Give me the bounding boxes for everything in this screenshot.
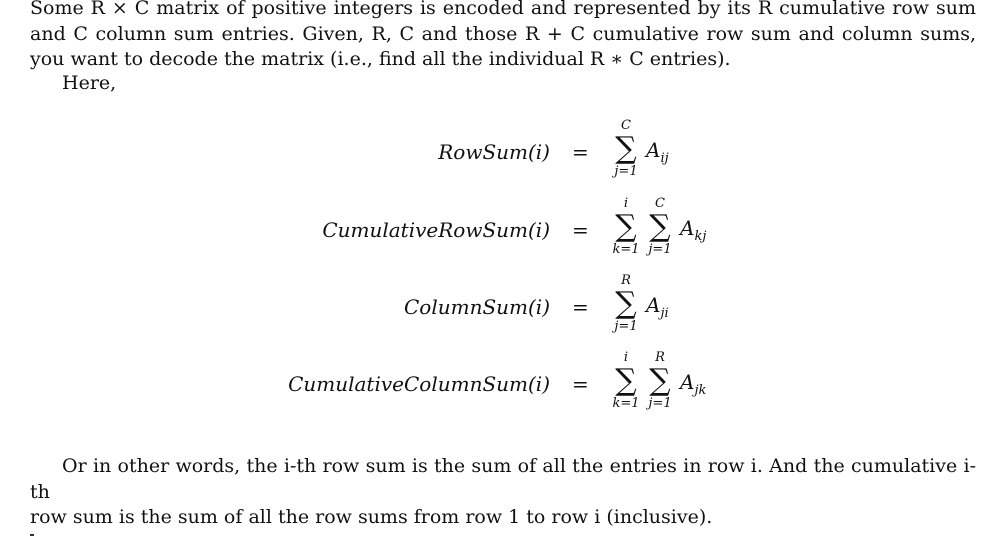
summation-upper-limit: i — [623, 350, 629, 365]
summation-lower-limit: j=1 — [648, 396, 672, 411]
summation-lower-limit: k=1 — [612, 242, 640, 257]
closing-line-2: row sum is the sum of all the row sums from row 1 to row i (inclusive). — [30, 506, 713, 528]
equals-sign: = — [572, 218, 589, 242]
sigma-symbol: ∑ — [615, 286, 637, 321]
here-label: Here, — [62, 72, 117, 94]
intro-paragraph: Some R × C matrix of positive integers is encoded and represented by its R cumulative row sum and C column sum entries. Given, R, C and those R + C cumulative row sum and column sums, you want to decode the matrix (i.e., find all the individual R ∗ C entries). — [30, 0, 976, 70]
sigma-symbol: ∑ — [615, 363, 637, 398]
equation-row-sum — [0, 118, 1006, 188]
equals-sign: = — [572, 372, 589, 396]
summation — [609, 196, 643, 258]
summand: $A_{ji}$ — [646, 293, 669, 321]
equation-column-sum — [0, 273, 1006, 343]
summation — [609, 118, 643, 180]
equation-lhs: CumulativeColumnSum(i) — [288, 372, 550, 396]
equation-lhs: ColumnSum(i) — [403, 295, 550, 319]
equals-sign: = — [572, 140, 589, 164]
sigma-symbol: ∑ — [615, 131, 637, 166]
page-mark — [30, 534, 34, 536]
summation-lower-limit: j=1 — [614, 164, 638, 179]
sigma-symbol: ∑ — [649, 363, 671, 398]
summation-upper-limit: C — [655, 196, 665, 211]
summation-lower-limit: j=1 — [614, 319, 638, 334]
summation-upper-limit: i — [623, 196, 629, 211]
summation-lower-limit: j=1 — [648, 242, 672, 257]
summation-upper-limit: R — [621, 273, 631, 288]
sigma-symbol: ∑ — [649, 209, 671, 244]
summation-lower-limit: k=1 — [612, 396, 640, 411]
equation-cumulative-row-sum — [0, 196, 1006, 266]
summation — [609, 350, 643, 412]
closing-line-1: Or in other words, the i-th row sum is the sum of all the entries in row i. And the cumulative i-th — [30, 455, 976, 503]
summand: $A_{jk}$ — [680, 370, 707, 398]
closing-paragraph — [30, 454, 976, 531]
summation — [643, 350, 677, 412]
equals-sign: = — [572, 295, 589, 319]
summation-upper-limit: C — [621, 118, 631, 133]
summand: $A_{ij}$ — [646, 138, 669, 166]
summation-upper-limit: R — [655, 350, 665, 365]
sigma-symbol: ∑ — [615, 209, 637, 244]
summand: $A_{kj}$ — [680, 216, 707, 244]
summation — [643, 196, 677, 258]
equation-cumulative-column-sum — [0, 350, 1006, 420]
equation-lhs: RowSum(i) — [438, 140, 550, 164]
equation-lhs: CumulativeRowSum(i) — [322, 218, 550, 242]
summation — [609, 273, 643, 335]
